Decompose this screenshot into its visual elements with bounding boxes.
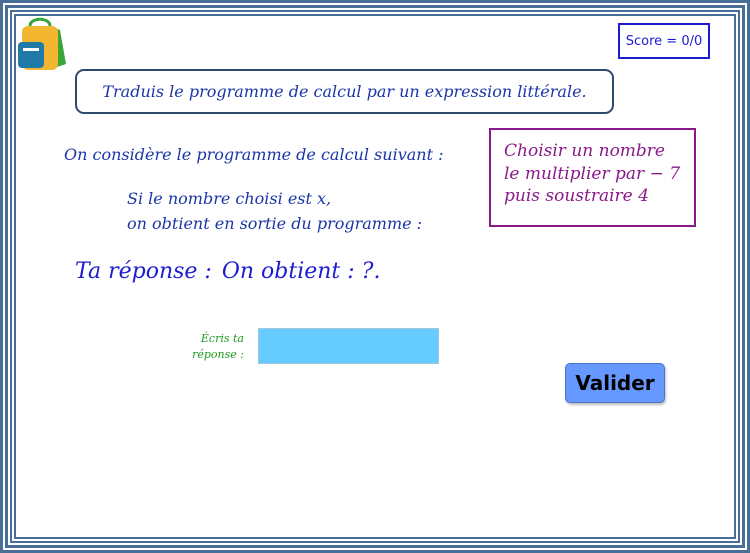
answer-prefix: Ta réponse : — [75, 259, 212, 284]
score-display: Score = 0/0 — [618, 23, 710, 59]
question-line-2: on obtient en sortie du programme : — [127, 214, 423, 233]
validate-button[interactable]: Valider — [565, 363, 665, 403]
program-step-2: le multiplier par − 7 — [504, 163, 681, 184]
program-intro-text: On considère le programme de calcul suivant : — [64, 145, 444, 164]
answer-input-label — [176, 331, 244, 363]
answer-input-label-line-2: réponse : — [192, 348, 244, 361]
answer-input[interactable] — [258, 328, 439, 364]
answer-input-label-line-1: Écris ta — [200, 332, 244, 345]
program-step-3: puis soustraire 4 — [504, 186, 649, 206]
question-line-1: Si le nombre choisi est x, — [127, 189, 332, 208]
backpack-icon — [16, 14, 68, 72]
calculation-program-box — [489, 128, 696, 227]
answer-value: On obtient : ?. — [221, 259, 381, 284]
question-text — [127, 186, 422, 236]
program-step-1: Choisir un nombre — [504, 141, 665, 161]
answer-line — [75, 259, 380, 284]
instruction-box: Traduis le programme de calcul par un expression littérale. — [75, 69, 614, 114]
